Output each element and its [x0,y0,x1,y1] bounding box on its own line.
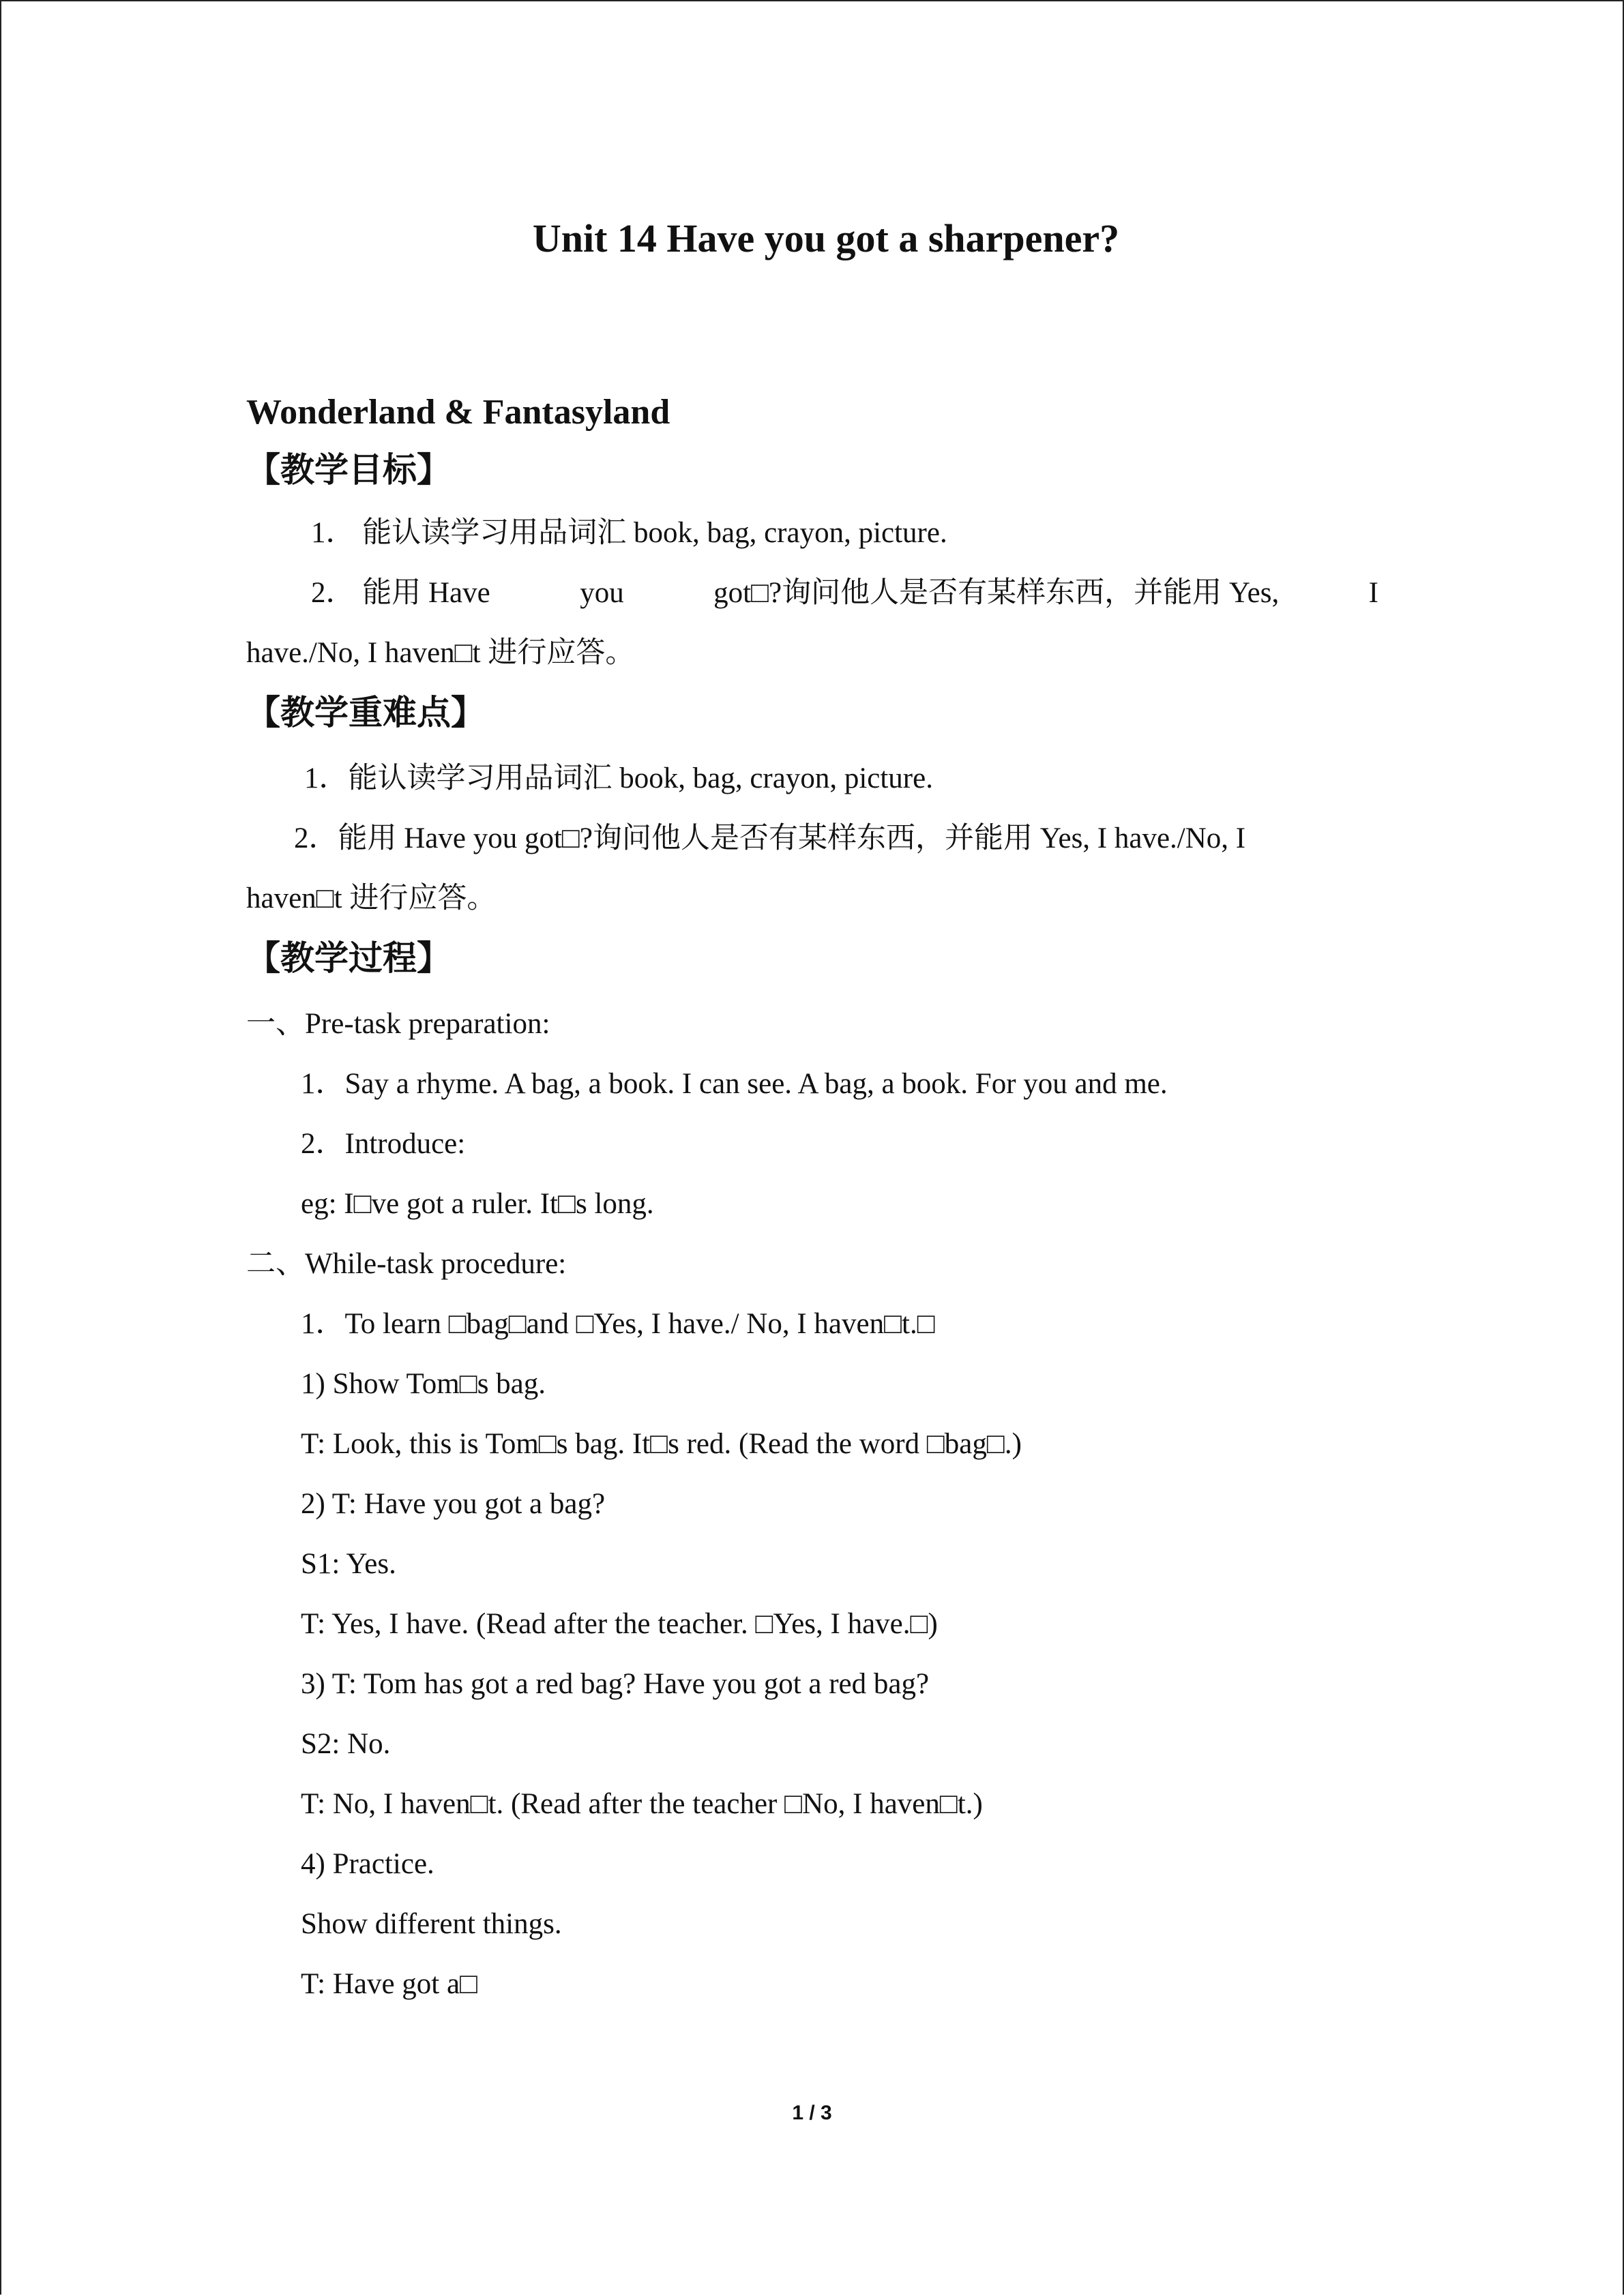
objectives-heading: 【教学目标】 [246,450,451,490]
key-points-item-1: 1．能认读学习用品词汇 book, bag, crayon, picture. [304,762,933,794]
step-1: 1) Show Tom□s bag. [301,1368,546,1400]
objectives-item-2-part-2: you [580,577,624,609]
step-4-line-b: T: Have got a□ [301,1968,478,2000]
document-body [246,211,1378,2014]
while-task-item-1: 1．To learn □bag□and □Yes, I have./ No, I haven□t.□ [301,1308,935,1340]
key-points-item-2-line-1: 2．能用 Have you got□?询问他人是否有某样东西，并能用 Yes, I have./No, I [294,822,1246,854]
pre-task-title: 一、Pre-task preparation: [246,1008,550,1040]
objectives-item-2-line-1 [246,563,1378,623]
step-3: 3) T: Tom has got a red bag? Have you got a red bag? [301,1668,930,1700]
objectives-item-1: 1． 能认读学习用品词汇 book, bag, crayon, picture. [311,517,947,549]
step-2-student: S1: Yes. [301,1548,396,1580]
pre-task-example: eg: I□ve got a ruler. It□s long. [301,1188,654,1220]
step-2-teacher: T: Yes, I have. (Read after the teacher. □Yes, I have.□) [301,1608,938,1640]
objectives-item-2-part-1: 2． 能用 Have [311,577,490,609]
step-4: 4) Practice. [301,1848,434,1880]
document-title: Unit 14 Have you got a sharpener? [532,216,1120,260]
step-2: 2) T: Have you got a bag? [301,1488,606,1520]
objectives-item-2-line-2: have./No, I haven□t 进行应答。 [246,637,635,669]
while-task-title: 二、While-task procedure: [246,1248,567,1280]
process-heading: 【教学过程】 [246,938,451,978]
step-3-teacher: T: No, I haven□t. (Read after the teacher □No, I haven□t.) [301,1788,983,1820]
key-points-item-2-line-2: haven□t 进行应答。 [246,882,497,914]
step-1-teacher: T: Look, this is Tom□s bag. It□s red. (Read the word □bag□.) [301,1428,1022,1460]
page-number: 1 / 3 [792,2102,832,2124]
key-points-heading: 【教学重难点】 [246,693,485,732]
pre-task-item-1: 1．Say a rhyme. A bag, a book. I can see. A bag, a book. For you and me. [301,1068,1168,1100]
step-4-line-a: Show different things. [301,1908,562,1940]
document-subtitle: Wonderland & Fantasyland [246,393,670,432]
pre-task-item-2: 2．Introduce: [301,1128,466,1160]
objectives-item-2-part-3: got□?询问他人是否有某样东西，并能用 Yes, [713,577,1280,609]
objectives-item-2-part-4: I [1368,577,1378,609]
step-3-student: S2: No. [301,1728,391,1760]
